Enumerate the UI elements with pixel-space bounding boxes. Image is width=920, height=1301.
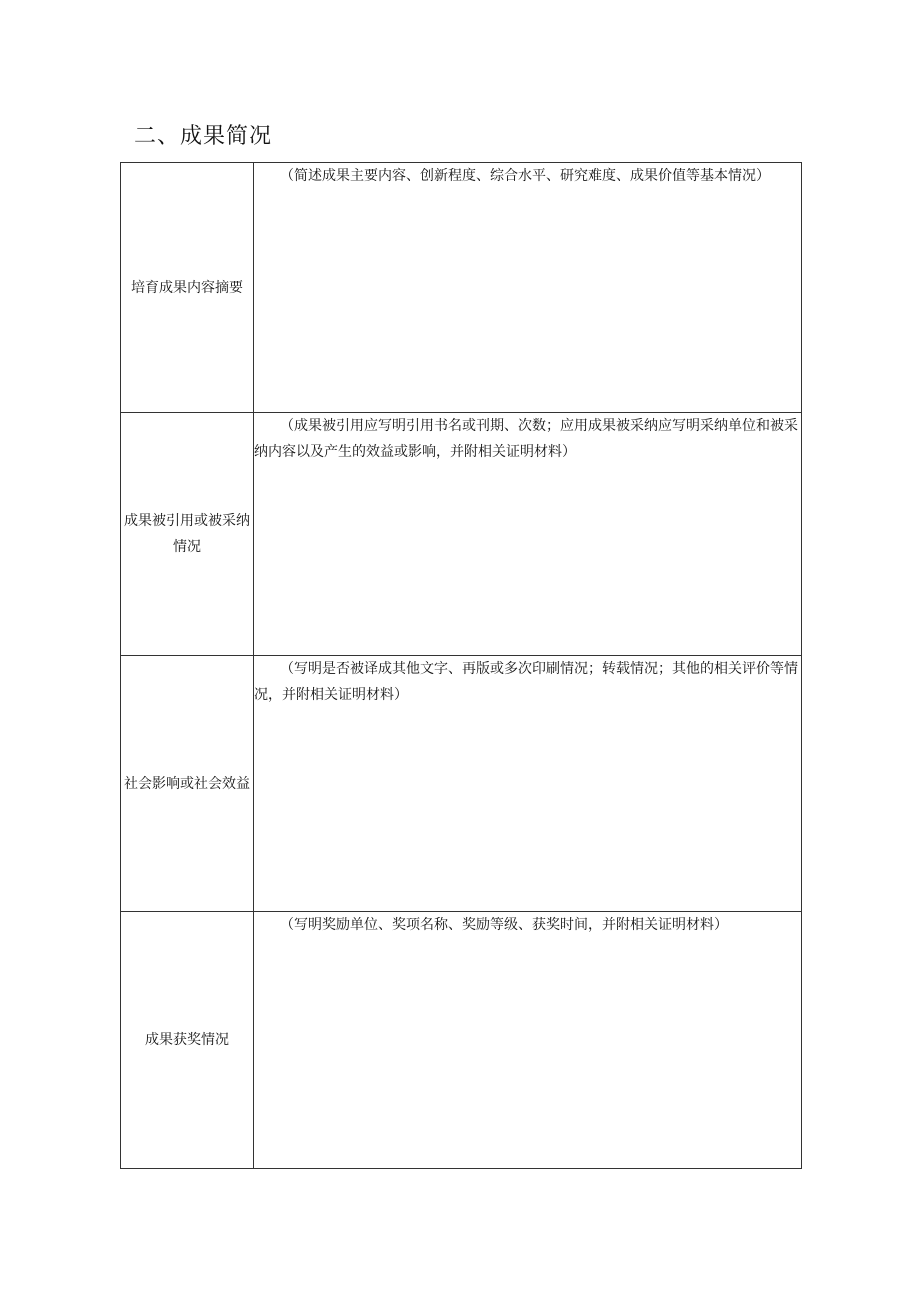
content-summary-field[interactable]: （简述成果主要内容、创新程度、综合水平、研究难度、成果价值等基本情况） (254, 163, 802, 413)
row-label-citation-adoption: 成果被引用或被采纳情况 (121, 413, 254, 656)
awards-field[interactable]: （写明奖励单位、奖项名称、奖励等级、获奖时间，并附相关证明材料） (254, 912, 802, 1169)
row-label-social-impact: 社会影响或社会效益 (121, 656, 254, 912)
social-impact-field[interactable]: （写明是否被译成其他文字、再版或多次印刷情况；转载情况；其他的相关评价等情况，并附相关证明材料） (254, 656, 802, 912)
citation-adoption-field[interactable]: （成果被引用应写明引用书名或刊期、次数；应用成果被采纳应写明采纳单位和被采纳内容以及产生的效益或影响，并附相关证明材料） (254, 413, 802, 656)
table-row (121, 656, 802, 912)
table-row (121, 163, 802, 413)
row-label-content-summary: 培育成果内容摘要 (121, 163, 254, 413)
achievement-summary-table (120, 162, 802, 1169)
table-row (121, 413, 802, 656)
table-row (121, 912, 802, 1169)
section-title: 二、成果简况 (134, 124, 273, 149)
row-label-awards: 成果获奖情况 (121, 912, 254, 1169)
